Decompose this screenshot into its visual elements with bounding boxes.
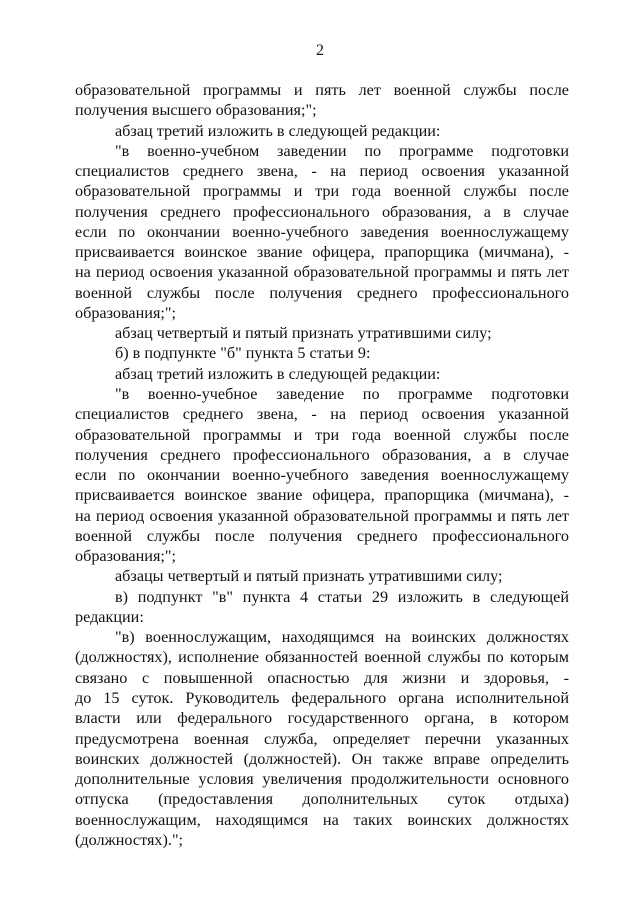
text-line: в) подпункт "в" пункта 4 статьи 29 изложить в следующей (115, 587, 569, 606)
text-line: предусмотрена военная служба, определяет перечни указанных (75, 729, 569, 748)
text-line: образовательной программы и три года военной службы после (75, 425, 569, 444)
text-line: получения высшего образования;"; (75, 101, 317, 120)
text-line: на период освоения указанной образовательной программы и пять лет (75, 263, 569, 282)
text-line: если по окончании военно-учебного заведения военнослужащему (75, 466, 569, 485)
page-number: 2 (316, 42, 324, 59)
text-line: на период освоения указанной образовательной программы и пять лет (75, 506, 569, 525)
text-line: "в военно-учебное заведение по программе подготовки (115, 384, 569, 403)
text-line: воинских должностей (должностей). Он также вправе определить (75, 749, 569, 768)
text-line: абзац третий изложить в следующей редакции: (115, 121, 441, 140)
text-line: специалистов среднего звена, - на период освоения указанной (75, 162, 569, 181)
text-line: (должностях), исполнение обязанностей военной службы по которым (75, 648, 569, 667)
text-line: получения среднего профессионального образования, а в случае (75, 445, 569, 464)
text-line: до 15 суток. Руководитель федерального органа исполнительной (75, 688, 569, 707)
text-line: б) в подпункте "б" пункта 5 статьи 9: (115, 344, 371, 363)
text-line: образовательной программы и пять лет военной службы после (75, 81, 569, 99)
text-line: если по окончании военно-учебного заведения военнослужащему (75, 222, 569, 241)
text-line: образования;"; (75, 547, 176, 566)
text-line: присваивается воинское звание офицера, прапорщика (мичмана), - (75, 243, 569, 262)
text-line: отпуска (предоставления дополнительных суток отдыха) (75, 790, 569, 809)
text-line: военнослужащим, находящимся на таких воинских должностях (75, 810, 569, 829)
text-line: "в военно-учебном заведении по программе подготовки (115, 141, 569, 160)
text-line: образовательной программы и три года военной службы после (75, 182, 569, 201)
text-line: военной службы после получения среднего профессионального (75, 526, 569, 545)
text-line: "в) военнослужащим, находящимся на воинских должностях (115, 628, 569, 647)
text-line: дополнительные условия увеличения продолжительности основного (75, 770, 569, 789)
text-line: связано с повышенной опасностью для жизни и здоровья, - (75, 668, 569, 687)
text-line: абзац третий изложить в следующей редакции: (115, 364, 441, 383)
text-line: получения среднего профессионального образования, а в случае (75, 202, 569, 221)
text-line: специалистов среднего звена, - на период освоения указанной (75, 405, 569, 424)
text-line: власти или федерального государственного органа, в котором (75, 709, 569, 728)
text-line: образования;"; (75, 303, 176, 322)
text-line: присваивается воинское звание офицера, прапорщика (мичмана), - (75, 486, 569, 505)
text-line: военной службы после получения среднего профессионального (75, 283, 569, 302)
document-body (75, 80, 569, 850)
text-line: (должностях)."; (75, 830, 184, 849)
text-line: абзац четвертый и пятый признать утратившими силу; (115, 324, 492, 343)
text-line: редакции: (75, 607, 144, 626)
text-line: абзацы четвертый и пятый признать утратившими силу; (115, 567, 503, 586)
